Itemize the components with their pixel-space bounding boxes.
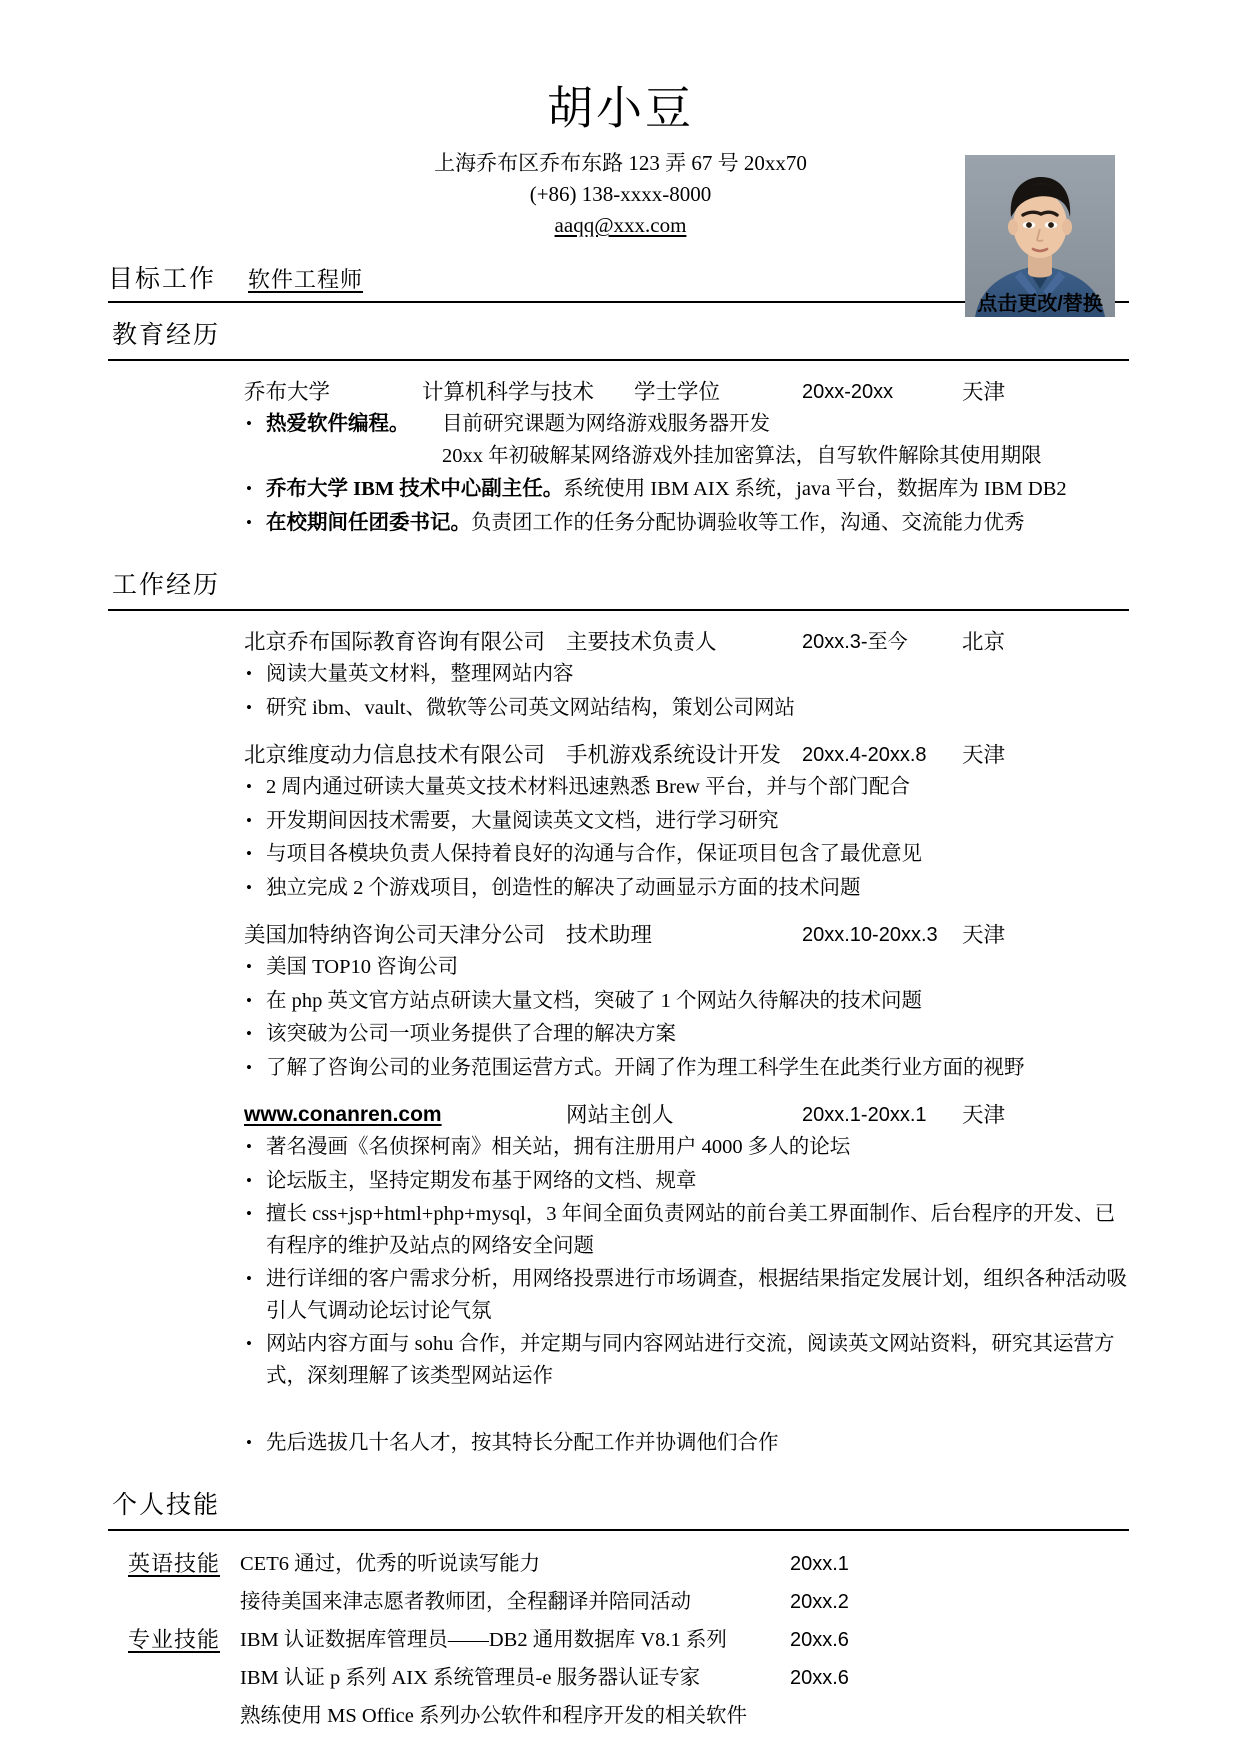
skill-row	[112, 1697, 1129, 1735]
bullet-lead: 热爱软件编程。	[266, 413, 410, 435]
work-website-link[interactable]: www.conanren.com	[244, 1103, 442, 1126]
work-bullet: • 论坛版主，坚持定期发布基于网络的文档、规章	[244, 1166, 1129, 1198]
work-location: 天津	[962, 923, 1006, 947]
skill-date: 20xx.1	[790, 1553, 849, 1575]
work-entry-header	[244, 627, 1129, 657]
work-bullet-list	[244, 772, 1129, 904]
work-entry	[244, 920, 1129, 1084]
work-location: 天津	[962, 1103, 1006, 1127]
work-org: 北京维度动力信息技术有限公司	[244, 743, 546, 767]
education-entry-header	[244, 377, 1129, 407]
skill-text: IBM 认证 p 系列 AIX 系统管理员-e 服务器认证专家	[240, 1667, 701, 1689]
skills-list	[0, 1545, 1241, 1735]
work-entry-header	[244, 1100, 1129, 1130]
work-role: 主要技术负责人	[566, 630, 717, 654]
skill-text: CET6 通过，优秀的听说读写能力	[240, 1553, 541, 1575]
contact-phone: (+86) 138-xxxx-8000	[529, 182, 712, 206]
work-bullet-list	[244, 952, 1129, 1084]
work-divider	[108, 609, 1129, 611]
bullet-lead: 乔布大学 IBM 技术中心副主任。	[266, 478, 564, 500]
skill-row	[112, 1583, 1129, 1621]
skill-date: 20xx.2	[790, 1591, 849, 1613]
section-title-skills: 个人技能	[112, 1492, 221, 1519]
work-entry-list	[0, 627, 1241, 1459]
work-bullet: • 该突破为公司一项业务提供了合理的解决方案	[244, 1019, 1129, 1051]
skill-category: 英语技能	[128, 1551, 221, 1576]
bullet-text: 目前研究课题为网络游戏服务器开发	[442, 413, 770, 435]
work-date: 20xx.4-20xx.8	[802, 744, 927, 766]
work-bullet-list	[244, 1132, 1129, 1459]
skill-date: 20xx.6	[790, 1629, 849, 1651]
skills-divider	[108, 1529, 1129, 1531]
work-bullet: • 网站内容方面与 sohu 合作，并定期与同内容网站进行交流，阅读英文网站资料，研究其运营方式，深刻理解了该类型网站运作	[244, 1329, 1129, 1392]
work-entry	[244, 740, 1129, 904]
education-bullet	[244, 474, 1129, 506]
skill-row	[112, 1659, 1129, 1697]
skill-row	[112, 1545, 1129, 1583]
education-major: 计算机科学与技术	[422, 380, 595, 404]
section-title-work: 工作经历	[112, 572, 221, 599]
bullet-lead: 在校期间任团委书记。	[266, 511, 471, 534]
education-bullet	[244, 409, 1129, 472]
work-date: 20xx.3-至今	[802, 631, 908, 653]
education-entry-list	[0, 377, 1241, 539]
work-entry	[244, 627, 1129, 724]
change-photo-label[interactable]: 点击更改/替换	[977, 293, 1103, 315]
skill-text: 熟练使用 MS Office 系列办公软件和程序开发的相关软件	[240, 1705, 747, 1727]
skill-row	[112, 1621, 1129, 1659]
work-bullet: • 擅长 css+jsp+html+php+mysql，3 年间全面负责网站的前台美工界面制作、后台程序的开发、已有程序的维护及站点的网络安全问题	[244, 1199, 1129, 1262]
skill-category: 专业技能	[128, 1627, 221, 1652]
work-entry-header	[244, 740, 1129, 770]
contact-email[interactable]: aaqq@xxx.com	[554, 213, 687, 237]
avatar[interactable]	[965, 155, 1115, 317]
bullet-text: 系统使用 IBM AIX 系统，java 平台，数据库为 IBM DB2	[563, 478, 1067, 500]
bullet-text: 负责团工作的任务分配协调验收等工作，沟通、交流能力优秀	[471, 511, 1025, 534]
work-bullet: • 了解了咨询公司的业务范围运营方式。开阔了作为理工科学生在此类行业方面的视野	[244, 1053, 1129, 1085]
skill-text: IBM 认证数据库管理员——DB2 通用数据库 V8.1 系列	[240, 1629, 727, 1651]
work-bullet-list	[244, 659, 1129, 724]
objective-label: 目标工作	[108, 266, 217, 293]
contact-address: 上海乔布区乔布东路 123 弄 67 号 20xx70	[434, 151, 807, 175]
work-bullet: • 进行详细的客户需求分析，用网络投票进行市场调查，根据结果指定发展计划，组织各种活动吸引人气调动论坛讨论气氛	[244, 1264, 1129, 1327]
work-role: 网站主创人	[566, 1103, 674, 1127]
work-role: 手机游戏系统设计开发	[566, 743, 782, 767]
work-org: 北京乔布国际教育咨询有限公司	[244, 630, 546, 654]
section-title-education: 教育经历	[112, 322, 221, 349]
work-bullet: • 研究 ibm、vault、微软等公司英文网站结构，策划公司网站	[244, 693, 1129, 725]
work-location: 北京	[962, 630, 1006, 654]
work-entry-header	[244, 920, 1129, 950]
education-bullet-list	[244, 409, 1129, 539]
bullet-spacer	[244, 1394, 1129, 1426]
work-org: 美国加特纳咨询公司天津分公司	[244, 923, 546, 947]
work-date: 20xx.10-20xx.3	[802, 924, 938, 946]
work-bullet: • 2 周内通过研读大量英文技术材料迅速熟悉 Brew 平台，并与个部门配合	[244, 772, 1129, 804]
page-title: 胡小豆	[547, 83, 694, 134]
work-bullet: • 阅读大量英文材料，整理网站内容	[244, 659, 1129, 691]
education-org: 乔布大学	[244, 380, 331, 404]
education-divider	[108, 359, 1129, 361]
work-bullet: • 开发期间因技术需要，大量阅读英文文档，进行学习研究	[244, 806, 1129, 838]
education-date: 20xx-20xx	[802, 381, 894, 403]
work-role: 技术助理	[566, 923, 653, 947]
skill-date: 20xx.6	[790, 1667, 849, 1689]
bullet-subtext: 20xx 年初破解某网络游戏外挂加密算法，自写软件解除其使用期限	[442, 444, 1042, 467]
work-bullet: • 独立完成 2 个游戏项目，创造性的解决了动画显示方面的技术问题	[244, 873, 1129, 905]
work-bullet: • 与项目各模块负责人保持着良好的沟通与合作，保证项目包含了最优意见	[244, 839, 1129, 871]
education-location: 天津	[962, 380, 1006, 404]
objective-value[interactable]: 软件工程师	[248, 267, 364, 292]
work-bullet: • 先后选拔几十名人才，按其特长分配工作并协调他们合作	[244, 1428, 1129, 1460]
education-entry	[244, 377, 1129, 539]
work-bullet: • 著名漫画《名侦探柯南》相关站，拥有注册用户 4000 多人的论坛	[244, 1132, 1129, 1164]
work-entry	[244, 1100, 1129, 1459]
work-location: 天津	[962, 743, 1006, 767]
skill-text: 接待美国来津志愿者教师团，全程翻译并陪同活动	[240, 1591, 691, 1613]
education-bullet	[244, 508, 1129, 540]
work-bullet: • 美国 TOP10 咨询公司	[244, 952, 1129, 984]
work-date: 20xx.1-20xx.1	[802, 1104, 927, 1126]
education-degree: 学士学位	[634, 380, 721, 404]
work-bullet: • 在 php 英文官方站点研读大量文档，突破了 1 个网站久待解决的技术问题	[244, 986, 1129, 1018]
